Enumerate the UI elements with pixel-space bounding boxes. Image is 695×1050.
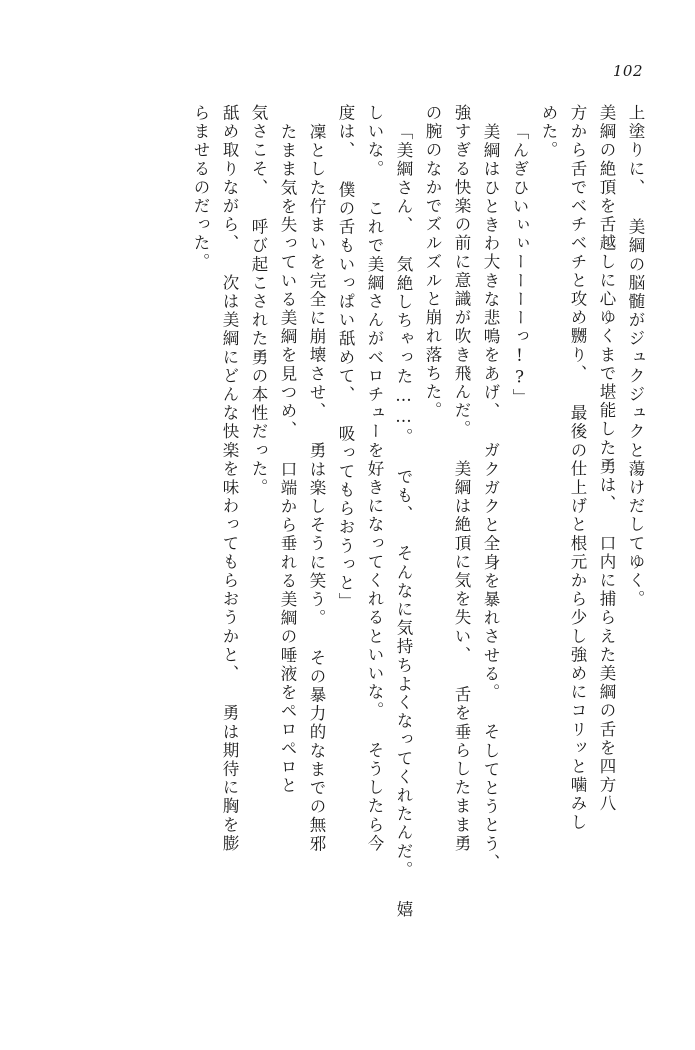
text-line: めた。 (539, 104, 558, 160)
text-line: 方から舌でベチベチと攻め嬲り、 最後の仕上げと根元から少し強めにコリッと噛みし (568, 104, 587, 832)
text-line: 「んぎひいぃぃーーーーっ!?」 (510, 123, 529, 407)
page-number: 102 (612, 62, 643, 80)
text-line: 気さこそ、 呼び起こされた勇の本性だった。 (249, 104, 268, 498)
body-text-block (56, 104, 643, 976)
text-line: 度は、 僕の舌もいっぱい舐めて、 吸ってもらおうっと」 (336, 104, 355, 612)
text-line: 「美綱さん、 気絶しちゃった……。 でも、 そんなに気持ちよくなってくれたんだ。 嬉 (394, 123, 413, 920)
text-line: 上塗りに、 美綱の脳髄がジュクジュクと蕩けだしてゆく。 (626, 104, 645, 609)
text-line: 強すぎる快楽の前に意識が吹き飛んだ。 美綱は絶頂に気を失い、 舌を垂らしたまま勇 (452, 104, 471, 853)
text-line: 舐め取りながら、 次は美綱にどんな快楽を味わってもらおうかと、 勇は期待に胸を膨 (220, 104, 239, 853)
text-line: の腕のなかでズルズルと崩れ落ちた。 (423, 104, 442, 421)
text-line: 美綱の絶頂を舌越しに心ゆくまで堪能した勇は、 口内に捕らえた美綱の舌を四方八 (597, 104, 616, 814)
text-line: しいな。 これで美綱さんがベロチューを好きになってくれるといいな。 そうしたら今 (365, 104, 384, 853)
text-line: 凜とした佇まいを完全に崩壊させ、 勇は楽しそうに笑う。 その暴力的なまでの無邪 (307, 123, 326, 854)
text-line: らませるのだった。 (191, 104, 210, 272)
text-line: たまま気を失っている美綱を見つめ、 口端から垂れる美綱の唾液をペロペロと (278, 123, 297, 796)
text-line: 美綱はひときわ大きな悲鳴をあげ、 ガクガクと全身を暴れさせる。 そしてとうとう、 (481, 123, 500, 872)
